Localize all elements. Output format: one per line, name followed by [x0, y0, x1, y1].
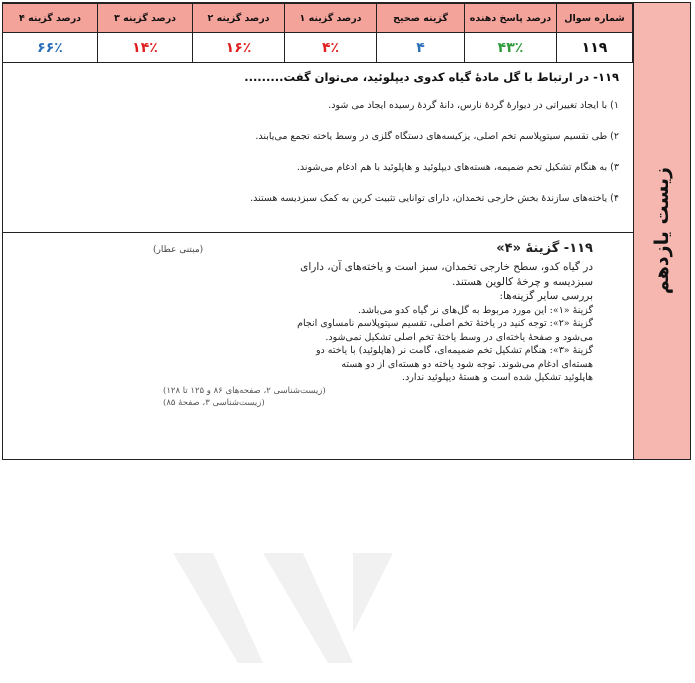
value-response-percent: ۴۳٪	[465, 33, 557, 63]
option-1: ۱) با ایجاد تغییراتی در دیوارهٔ گردهٔ نارس، دانهٔ گردهٔ رسیده ایجاد می‌ شود.	[328, 100, 619, 111]
stats-value-row	[3, 33, 633, 63]
answer-line: سبزدیسه و چرخهٔ کالوین هستند.	[451, 275, 593, 288]
answer-section	[3, 233, 633, 461]
stats-header-row	[3, 4, 633, 33]
header-option-4-percent: درصد گزینه ۴	[3, 4, 98, 33]
stats-table	[2, 3, 633, 63]
value-option-2-percent: ۱۶٪	[193, 33, 285, 63]
answer-detail: گزینهٔ «۱»: این مورد مربوط به گل‌های نر گیاه کدو می‌باشد.	[357, 304, 593, 316]
header-question-number: شماره سوال	[557, 4, 633, 33]
question-title: ۱۱۹- در ارتباط با گل مادهٔ گیاه کدوی دیپلوئید، می‌توان گفت.........	[244, 70, 619, 84]
option-2: ۲) طی تقسیم سیتوپلاسم تخم اصلی، یزکیسه‌های دستگاه گلزی در وسط یاخته تجمع می‌یابند.	[255, 131, 619, 142]
page-frame	[2, 2, 691, 460]
side-label: زیست یازدهم	[651, 167, 673, 295]
answer-header	[153, 241, 593, 256]
value-question-number: ۱۱۹	[557, 33, 633, 63]
answer-line: بررسی سایر گزینه‌ها:	[499, 290, 593, 302]
header-option-2-percent: درصد گزینه ۲	[193, 4, 285, 33]
value-option-1-percent: ۴٪	[285, 33, 377, 63]
main-area	[3, 3, 633, 459]
value-option-3-percent: ۱۴٪	[98, 33, 193, 63]
answer-detail: می‌شود و صفحهٔ یاخته‌ای در وسط یاختهٔ تخم اصلی تشکیل نمی‌شود.	[325, 331, 593, 343]
header-option-1-percent: درصد گزینه ۱	[285, 4, 377, 33]
answer-title: ۱۱۹- گزینهٔ «۴»	[496, 241, 593, 256]
answer-reference: (زیست‌شناسی ۲، صفحه‌های ۸۶ و ۱۲۵ تا ۱۲۸)	[163, 385, 326, 396]
header-option-3-percent: درصد گزینه ۳	[98, 4, 193, 33]
watermark-logo	[153, 533, 413, 683]
answer-detail: گزینهٔ «۳»: هنگام تشکیل تخم ضمیمه‌ای، گامت نر (هاپلوئید) با یاخته دو	[315, 345, 593, 356]
answer-detail: هاپلوئید تشکیل شده است و هستهٔ دیپلوئید ندارد.	[402, 372, 593, 383]
option-4: ۴) یاخته‌های سازندهٔ بخش خارجی تخمدان، دارای توانایی تثبیت کربن به کمک سبزدیسه هستند.	[250, 193, 619, 204]
answer-line: در گیاه کدو، سطح خارجی تخمدان، سبز است و یاخته‌های آن، دارای	[300, 261, 593, 273]
side-banner	[633, 3, 690, 459]
answer-author: (مبتنی عطار)	[153, 245, 204, 255]
answer-detail: هسته‌ای ادغام می‌شوند. توجه شود یاخته دو هسته‌ای از دو هسته	[341, 358, 593, 370]
header-response-percent: درصد پاسخ دهنده	[465, 4, 557, 33]
value-correct-option: ۴	[377, 33, 465, 63]
answer-detail: گزینهٔ «۲»: توجه کنید در یاختهٔ تخم اصلی، تقسیم سیتوپلاسم نامساوی انجام	[297, 318, 593, 329]
question-section	[3, 62, 633, 233]
option-3: ۳) به هنگام تشکیل تخم ضمیمه، هسته‌های دیپلوئید و هاپلوئید با هم ادغام می‌شوند.	[296, 162, 619, 173]
value-option-4-percent: ۶۶٪	[3, 33, 98, 63]
header-correct-option: گزینه صحیح	[377, 4, 465, 33]
answer-reference: (زیست‌شناسی ۳، صفحهٔ ۸۵)	[163, 397, 265, 408]
